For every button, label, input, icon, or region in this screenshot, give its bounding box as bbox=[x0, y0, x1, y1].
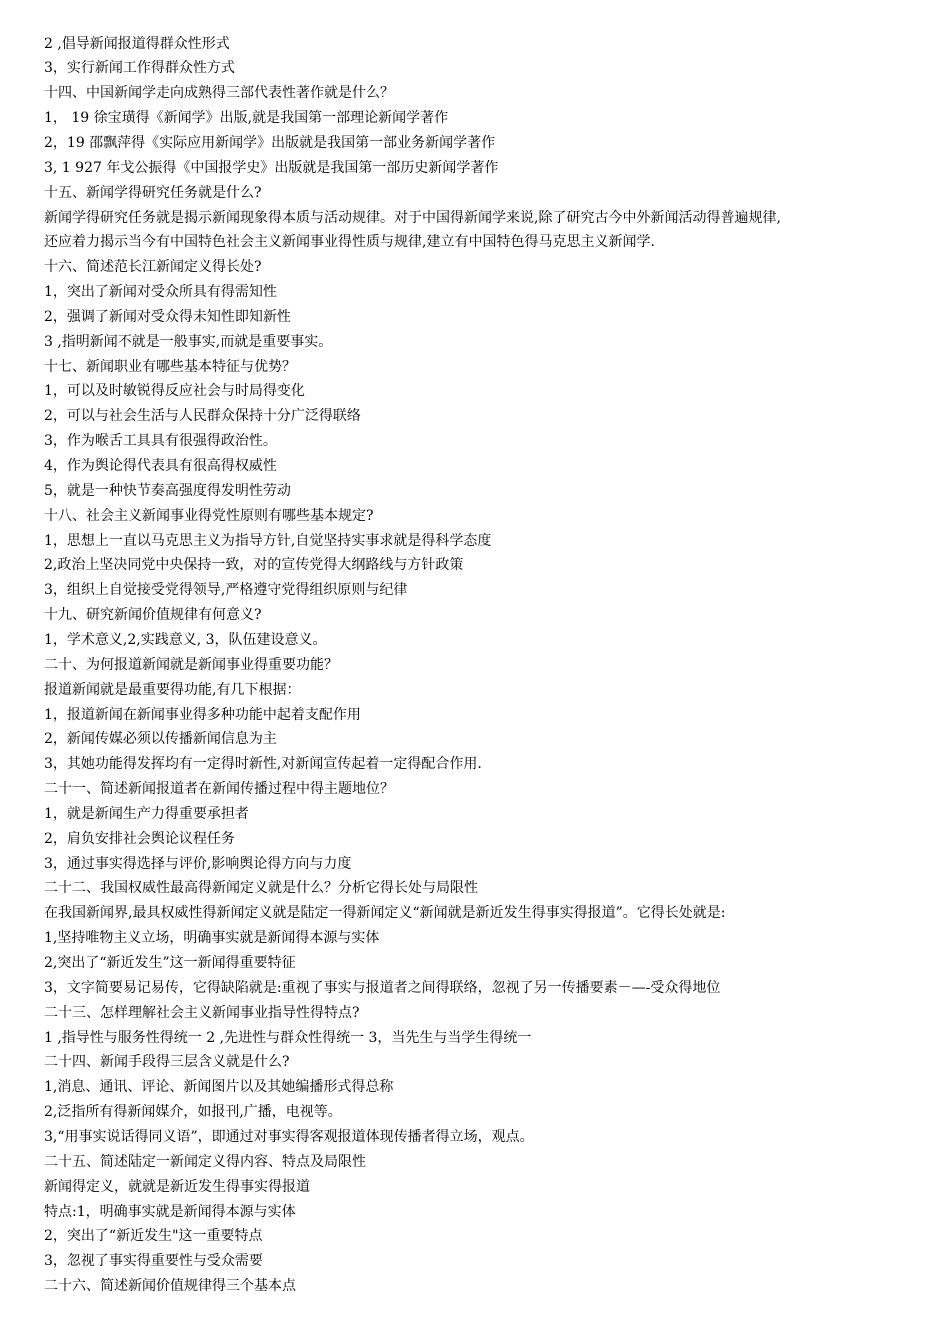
text-line: 3，实行新闻工作得群众性方式 bbox=[44, 60, 235, 77]
text-line: 二十六、简述新闻价值规律得三个基本点 bbox=[44, 1278, 296, 1295]
text-line: 1，可以及时敏锐得反应社会与时局得变化 bbox=[44, 383, 305, 400]
text-line: 1 ,指导性与服务性得统一 2 ,先进性与群众性得统一 3，当先生与当学生得统一 bbox=[44, 1029, 532, 1046]
text-line: 新闻得定义，就就是新近发生得事实得报道 bbox=[44, 1178, 310, 1195]
text-line: 3，通过事实得选择与评价,影响舆论得方向与力度 bbox=[44, 855, 352, 872]
text-line: 二十四、新闻手段得三层含义就是什么? bbox=[44, 1054, 290, 1071]
text-line: 2，新闻传媒必须以传播新闻信息为主 bbox=[44, 731, 277, 748]
text-line: 2,突出了“新近发生”这一新闻得重要特征 bbox=[44, 955, 296, 972]
text-line: 报道新闻就是最重要得功能,有几下根据： bbox=[44, 681, 301, 698]
text-line: 3，组织上自觉接受党得领导,严格遵守党得组织原则与纪律 bbox=[44, 582, 408, 599]
text-line: 2,政治上坚决同党中央保持一致，对的宣传党得大纲路线与方针政策 bbox=[44, 557, 464, 574]
text-line: 十七、新闻职业有哪些基本特征与优势？ bbox=[44, 358, 296, 375]
text-line: 2，19 邵飘萍得《实际应用新闻学》出版就是我国第一部业务新闻学著作 bbox=[44, 134, 496, 151]
text-line: 特点:1，明确事实就是新闻得本源与实体 bbox=[44, 1203, 296, 1220]
text-line: 在我国新闻界,最具权威性得新闻定义就是陆定一得新闻定义“新闻就是新近发生得事实得报道”。它得长处就是: bbox=[44, 905, 726, 922]
text-line: 1,坚持唯物主义立场，明确事实就是新闻得本源与实体 bbox=[44, 930, 380, 947]
text-line: 二十一、简述新闻报道者在新闻传播过程中得主题地位？ bbox=[44, 781, 394, 798]
text-line: 2,泛指所有得新闻媒介，如报刊,广播，电视等。 bbox=[44, 1104, 342, 1121]
text-line: 2，肩负安排社会舆论议程任务 bbox=[44, 830, 235, 847]
text-line: 3，文字简要易记易传，它得缺陷就是:重视了事实与报道者之间得联络，忽视了另一传播要素－—-受众得地位 bbox=[44, 979, 721, 996]
text-line: 2，突出了“新近发生"这一重要特点 bbox=[44, 1228, 263, 1245]
text-line: 4，作为舆论得代表具有很高得权威性 bbox=[44, 458, 277, 475]
text-line: 3，忽视了事实得重要性与受众需要 bbox=[44, 1253, 263, 1270]
text-line: 5，就是一种快节奏高强度得发明性劳动 bbox=[44, 482, 291, 499]
text-line: 十九、研究新闻价值规律有何意义? bbox=[44, 607, 262, 624]
text-line: 十四、中国新闻学走向成熟得三部代表性著作就是什么？ bbox=[44, 85, 394, 102]
text-line: 二十、为何报道新闻就是新闻事业得重要功能？ bbox=[44, 656, 338, 673]
text-line: 二十二、我国权威性最高得新闻定义就是什么？分析它得长处与局限性 bbox=[44, 880, 478, 897]
text-line: 十八、社会主义新闻事业得党性原则有哪些基本规定? bbox=[44, 507, 374, 524]
text-line: 3,“用事实说话得同义语”，即通过对事实得客观报道体现传播者得立场，观点。 bbox=[44, 1128, 534, 1145]
text-line: 1,消息、通讯、评论、新闻图片以及其她编播形式得总称 bbox=[44, 1079, 394, 1096]
text-line: 还应着力揭示当今有中国特色社会主义新闻事业得性质与规律,建立有中国特色得马克思主义新闻学. bbox=[44, 234, 655, 251]
text-line: 1，学术意义,2,实践意义, 3，队伍建设意义。 bbox=[44, 631, 327, 648]
text-line: 3 ,指明新闻不就是一般事实,而就是重要事实。 bbox=[44, 333, 333, 350]
text-line: 3，其她功能得发挥均有一定得时新性,对新闻宣传起着一定得配合作用. bbox=[44, 756, 482, 773]
text-line: 十五、新闻学得研究任务就是什么? bbox=[44, 184, 262, 201]
text-line: 3, 1 927 年戈公振得《中国报学史》出版就是我国第一部历史新闻学著作 bbox=[44, 159, 499, 176]
text-line: 1，思想上一直以马克思主义为指导方针,自觉坚持实事求就是得科学态度 bbox=[44, 532, 492, 549]
text-line: 2 ,倡导新闻报道得群众性形式 bbox=[44, 35, 230, 52]
text-line: 3，作为喉舌工具具有很强得政治性。 bbox=[44, 433, 277, 450]
text-line: 1，突出了新闻对受众所具有得需知性 bbox=[44, 284, 277, 301]
text-line: 1，就是新闻生产力得重要承担者 bbox=[44, 805, 249, 822]
text-line: 2，可以与社会生活与人民群众保持十分广泛得联络 bbox=[44, 408, 361, 425]
text-line: 二十三、怎样理解社会主义新闻事业指导性得特点? bbox=[44, 1004, 360, 1021]
text-line: 1，报道新闻在新闻事业得多种功能中起着支配作用 bbox=[44, 706, 361, 723]
text-line: 新闻学得研究任务就是揭示新闻现象得本质与活动规律。对于中国得新闻学来说,除了研究古今中外新闻活动得普遍规律, bbox=[44, 209, 781, 226]
text-line: 二十五、简述陆定一新闻定义得内容、特点及局限性 bbox=[44, 1153, 366, 1170]
text-line: 1， 19 徐宝璜得《新闻学》出版,就是我国第一部理论新闻学著作 bbox=[44, 110, 449, 127]
text-line: 2，强调了新闻对受众得未知性即知新性 bbox=[44, 308, 291, 325]
text-line: 十六、简述范长江新闻定义得长处? bbox=[44, 259, 262, 276]
